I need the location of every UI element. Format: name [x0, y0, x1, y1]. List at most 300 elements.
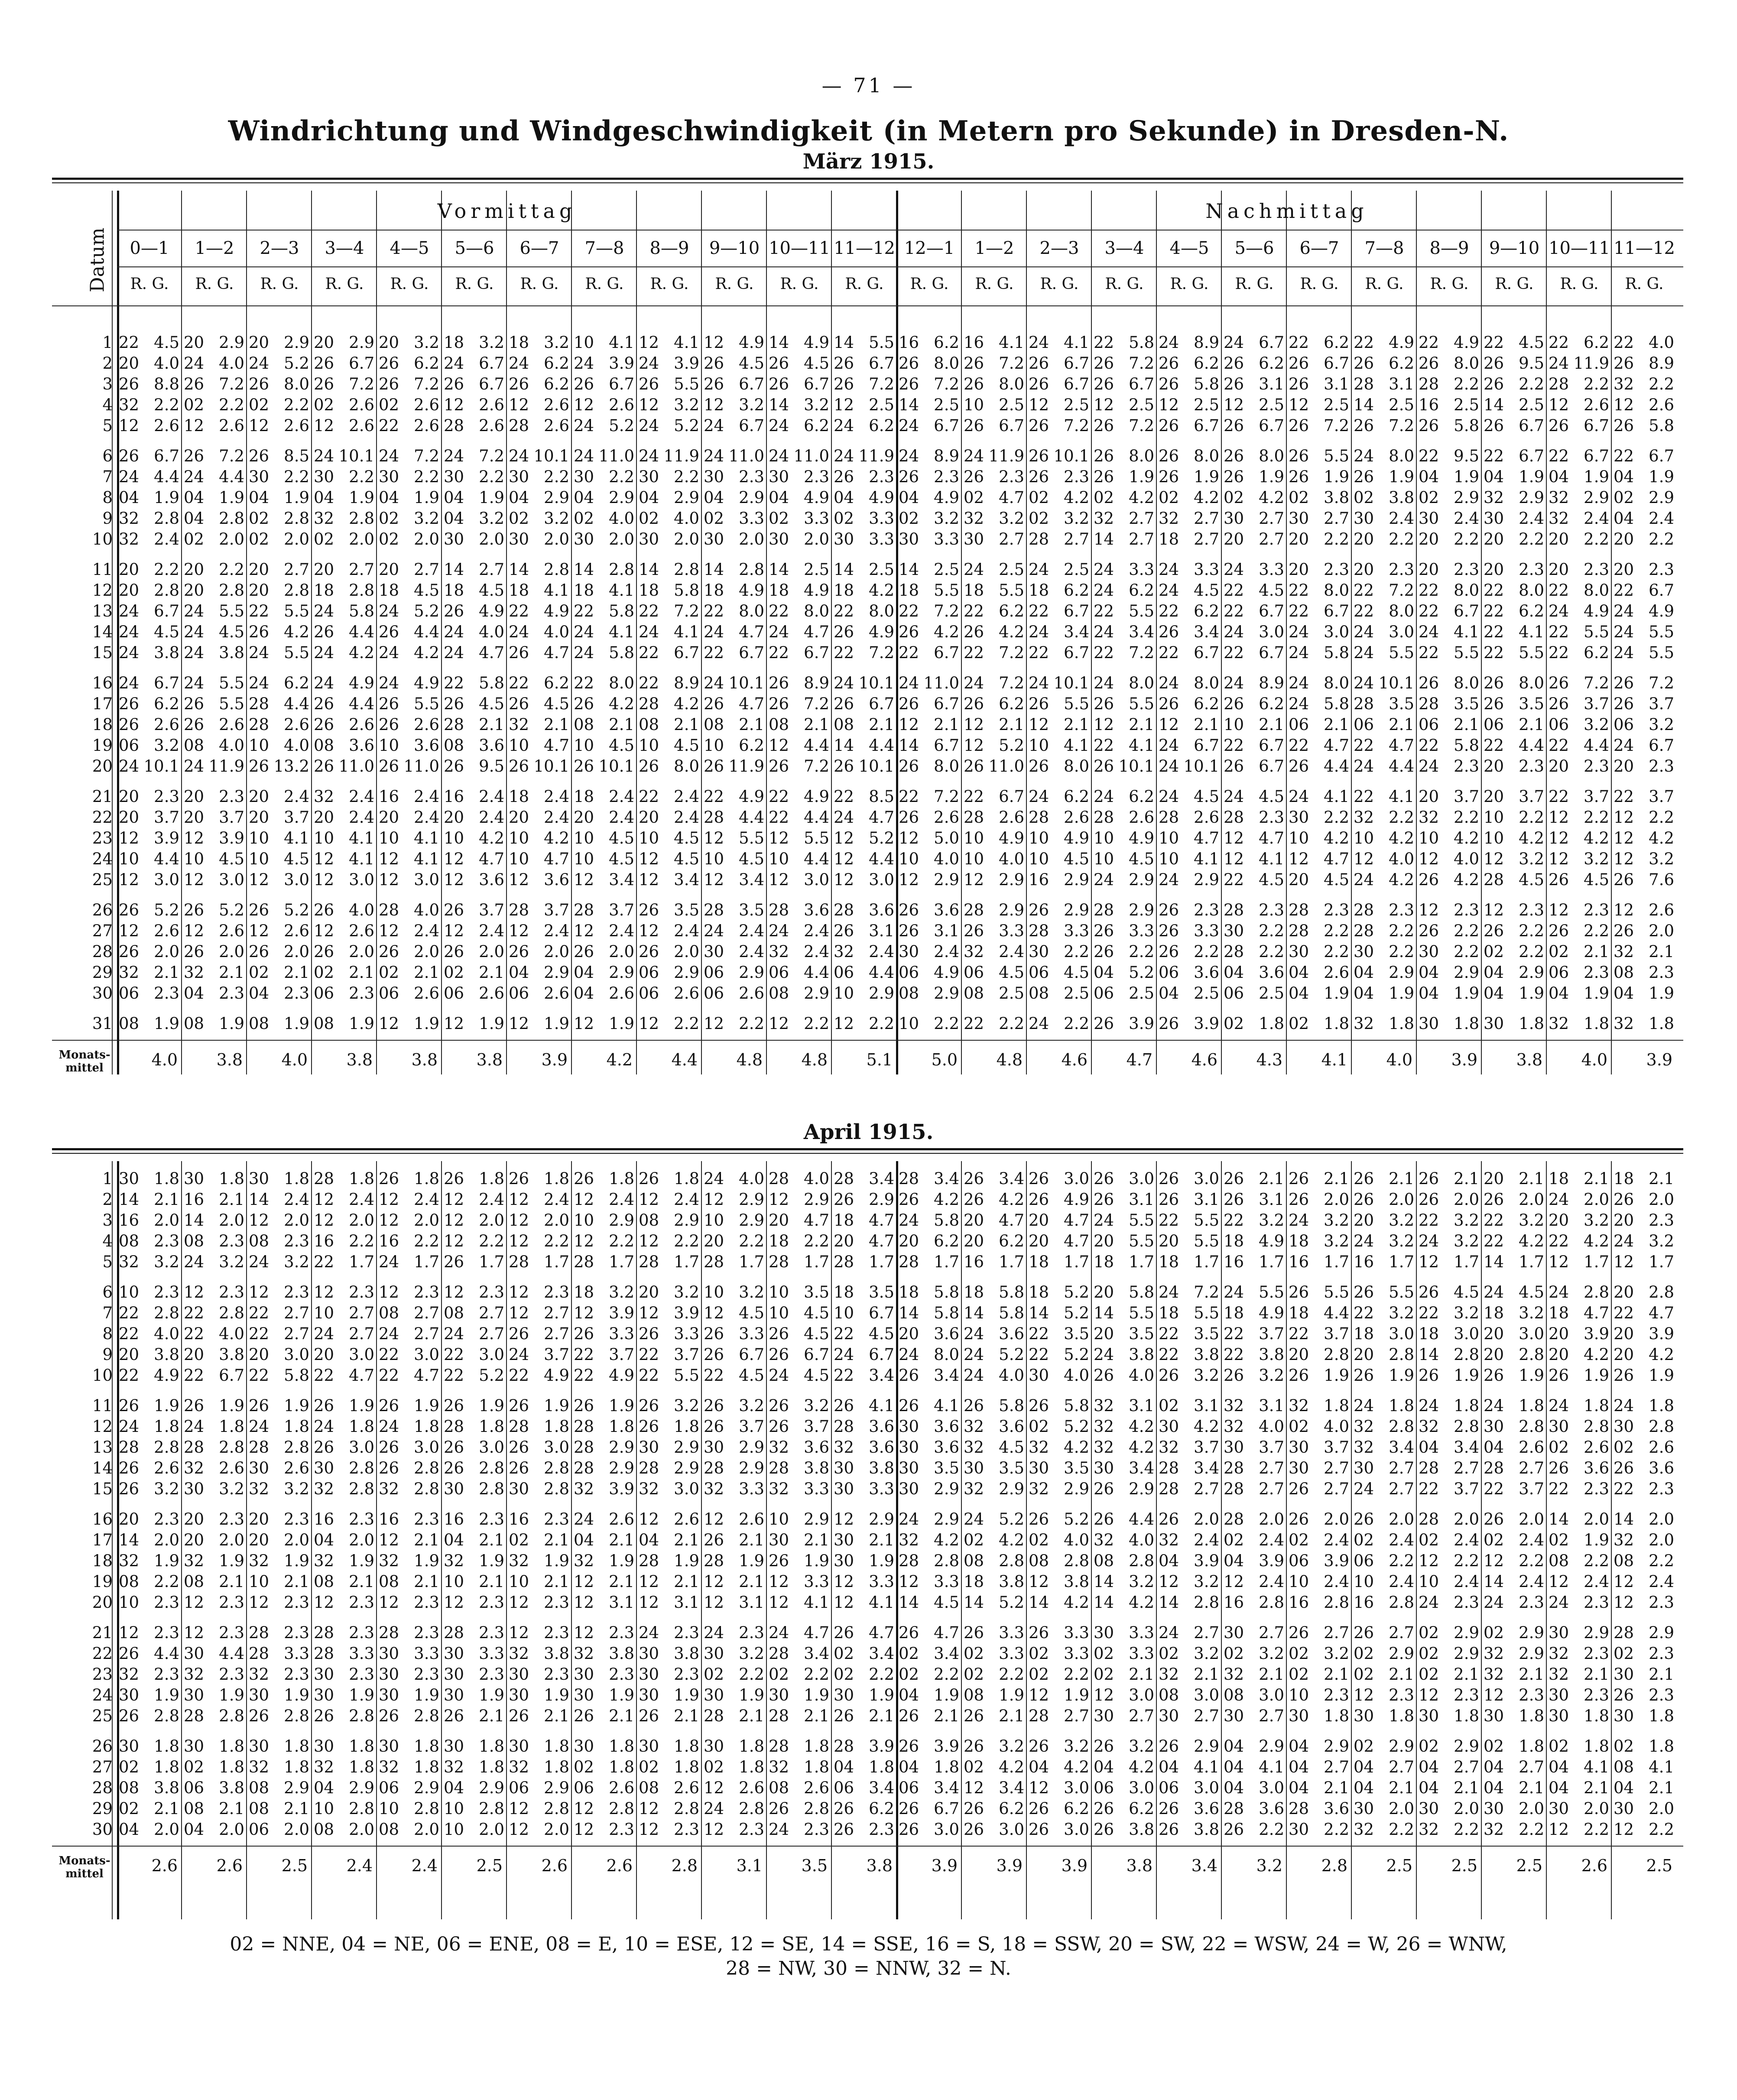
wind-speed: 1.7	[1584, 1253, 1609, 1271]
wind-direction: 26	[314, 354, 334, 373]
wind-speed: 1.9	[1324, 984, 1349, 1003]
wind-direction: 26	[1614, 695, 1634, 713]
wind-speed: 4.0	[154, 354, 179, 373]
wind-speed: 1.9	[1324, 1366, 1349, 1385]
wind-speed: 3.0	[934, 1820, 959, 1839]
wind-speed: 4.1	[869, 1396, 894, 1415]
wind-direction: 26	[1094, 447, 1114, 465]
wind-speed: 2.4	[414, 787, 439, 806]
wind-direction: 12	[1289, 850, 1309, 868]
wind-speed: 3.2	[1324, 1232, 1349, 1250]
wind-speed: 2.3	[349, 1623, 374, 1642]
wind-direction: 24	[1614, 623, 1634, 641]
wind-speed: 1.9	[544, 1551, 569, 1570]
wind-speed: 2.0	[609, 942, 634, 961]
wind-direction: 26	[379, 757, 399, 776]
wind-speed: 2.4	[479, 787, 504, 806]
wind-speed: 6.2	[869, 416, 894, 435]
wind-direction: 28	[444, 715, 464, 734]
wind-speed: 2.3	[154, 1593, 179, 1612]
wind-speed: 6.7	[609, 375, 634, 393]
wind-direction: 28	[1159, 808, 1179, 827]
wind-direction: 02	[1289, 488, 1309, 507]
wind-speed: 1.9	[1649, 1366, 1674, 1385]
wind-speed: 6.7	[1064, 354, 1089, 373]
wind-direction: 08	[639, 1779, 659, 1797]
wind-speed: 2.3	[1649, 560, 1674, 579]
wind-speed: 3.3	[674, 1324, 699, 1343]
wind-direction: 16	[314, 1510, 334, 1529]
wind-speed: 10.1	[858, 674, 894, 692]
wind-direction: 12	[639, 1572, 659, 1591]
wind-direction: 24	[1549, 1190, 1569, 1209]
wind-speed: 2.2	[1324, 922, 1349, 940]
wind-direction: 26	[1094, 1737, 1114, 1756]
wind-direction: 20	[1289, 560, 1309, 579]
wind-direction: 26	[1614, 674, 1634, 692]
wind-speed: 6.2	[1194, 602, 1219, 620]
wind-speed: 3.9	[609, 1480, 634, 1498]
wind-direction: 22	[639, 1345, 659, 1364]
wind-speed: 2.0	[1519, 1799, 1544, 1818]
wind-speed: 3.0	[1454, 1324, 1479, 1343]
wind-direction: 32	[509, 1551, 529, 1570]
wind-speed: 2.6	[544, 396, 569, 414]
wind-direction: 22	[1354, 581, 1374, 600]
wind-direction: 24	[1094, 870, 1114, 889]
wind-direction: 16	[1354, 1253, 1374, 1271]
wind-speed: 4.9	[1649, 602, 1674, 620]
wind-direction: 26	[184, 901, 205, 919]
wind-direction: 20	[1549, 1211, 1569, 1230]
wind-direction: 20	[964, 1232, 984, 1250]
wind-direction: 26	[1094, 375, 1114, 393]
wind-speed: 2.8	[1129, 1551, 1154, 1570]
wind-speed: 6.7	[219, 1366, 244, 1385]
wind-direction: 02	[964, 488, 984, 507]
wind-speed: 3.0	[414, 1345, 439, 1364]
wind-speed: 2.1	[609, 1707, 634, 1725]
wind-speed: 2.9	[349, 333, 374, 352]
wind-direction: 24	[1159, 581, 1179, 600]
wind-direction: 12	[249, 416, 269, 435]
wind-direction: 26	[314, 695, 334, 713]
wind-direction: 24	[704, 416, 724, 435]
wind-direction: 20	[1549, 1324, 1569, 1343]
wind-speed: 3.8	[219, 1345, 244, 1364]
wind-speed: 2.3	[739, 467, 764, 486]
wind-speed: 2.1	[154, 1190, 179, 1209]
wind-direction: 12	[964, 736, 984, 755]
wind-speed: 3.2	[1194, 1572, 1219, 1591]
wind-direction: 02	[769, 509, 789, 528]
wind-speed: 3.3	[1194, 560, 1219, 579]
wind-speed: 2.7	[349, 560, 374, 579]
wind-direction: 30	[249, 1459, 269, 1477]
hour-header: 2—3	[1039, 238, 1079, 258]
header-line	[117, 266, 1683, 267]
day-number: 20	[92, 1593, 113, 1612]
wind-speed: 2.3	[1649, 757, 1674, 776]
wind-speed: 2.9	[1324, 1737, 1349, 1756]
wind-speed: 6.7	[934, 416, 959, 435]
wind-speed: 4.4	[804, 850, 829, 868]
wind-direction: 26	[1354, 416, 1374, 435]
wind-speed: 3.7	[1324, 1438, 1349, 1457]
wind-direction: 26	[119, 695, 140, 713]
wind-speed: 1.8	[1324, 1707, 1349, 1725]
wind-direction: 24	[184, 602, 205, 620]
wind-direction: 26	[119, 942, 140, 961]
wind-direction: 04	[184, 1820, 205, 1839]
wind-direction: 14	[1094, 1572, 1114, 1591]
wind-speed: 2.0	[414, 530, 439, 549]
wind-direction: 30	[899, 1438, 919, 1457]
wind-speed: 2.0	[349, 1531, 374, 1549]
wind-direction: 12	[574, 1232, 594, 1250]
wind-speed: 2.6	[1519, 1438, 1544, 1457]
wind-direction: 24	[1484, 1283, 1504, 1302]
wind-direction: 30	[314, 1737, 334, 1756]
wind-direction: 30	[1419, 509, 1439, 528]
wind-direction: 22	[1484, 1480, 1504, 1498]
wind-direction: 24	[444, 1324, 464, 1343]
wind-direction: 22	[1224, 736, 1244, 755]
wind-speed: 10.1	[338, 447, 374, 465]
wind-speed: 4.7	[1259, 829, 1284, 847]
wind-speed: 1.9	[349, 1014, 374, 1033]
wind-speed: 2.1	[739, 1531, 764, 1549]
wind-speed: 5.8	[284, 1366, 309, 1385]
day-number: 17	[92, 695, 113, 713]
wind-direction: 24	[1354, 623, 1374, 641]
wind-speed: 2.4	[1454, 509, 1479, 528]
wind-direction: 02	[314, 396, 334, 414]
wind-direction: 10	[314, 829, 334, 847]
wind-direction: 30	[639, 530, 659, 549]
wind-speed: 1.8	[154, 1417, 179, 1436]
wind-direction: 28	[1354, 695, 1374, 713]
wind-direction: 30	[834, 1459, 854, 1477]
wind-speed: 2.7	[1129, 530, 1154, 549]
wind-speed: 2.3	[284, 1623, 309, 1642]
table-row	[52, 1211, 1683, 1230]
wind-speed: 2.8	[349, 1459, 374, 1477]
wind-direction: 20	[1614, 1324, 1634, 1343]
wind-direction: 28	[574, 1438, 594, 1457]
wind-speed: 1.8	[544, 1737, 569, 1756]
wind-direction: 24	[769, 922, 789, 940]
wind-direction: 04	[1419, 1779, 1439, 1797]
wind-speed: 2.2	[1454, 922, 1479, 940]
wind-direction: 26	[314, 757, 334, 776]
wind-direction: 22	[1614, 787, 1634, 806]
wind-direction: 20	[379, 808, 399, 827]
wind-speed: 4.2	[1649, 829, 1674, 847]
wind-direction: 12	[964, 870, 984, 889]
wind-direction: 24	[769, 416, 789, 435]
wind-direction: 26	[1159, 467, 1179, 486]
wind-speed: 5.8	[1194, 375, 1219, 393]
wind-speed: 4.5	[1194, 581, 1219, 600]
wind-direction: 20	[249, 581, 269, 600]
wind-direction: 24	[1029, 674, 1049, 692]
wind-direction: 12	[1549, 808, 1569, 827]
wind-direction: 26	[379, 715, 399, 734]
wind-direction: 30	[1549, 1623, 1569, 1642]
wind-direction: 24	[1224, 623, 1244, 641]
wind-direction: 08	[119, 1014, 140, 1033]
wind-speed: 2.1	[804, 1531, 829, 1549]
wind-speed: 2.0	[479, 942, 504, 961]
wind-speed: 2.7	[284, 560, 309, 579]
wind-speed: 4.7	[869, 808, 894, 827]
wind-speed: 2.6	[739, 1779, 764, 1797]
wind-direction: 18	[1484, 1304, 1504, 1322]
wind-direction: 22	[574, 602, 594, 620]
wind-direction: 08	[314, 1014, 334, 1033]
wind-speed: 6.7	[154, 674, 179, 692]
table-row	[52, 922, 1683, 940]
table-row	[52, 602, 1683, 620]
wind-direction: 06	[379, 1779, 399, 1797]
wind-direction: 28	[509, 901, 529, 919]
wind-speed: 3.9	[609, 354, 634, 373]
wind-speed: 4.5	[479, 695, 504, 713]
wind-direction: 10	[249, 736, 269, 755]
wind-speed: 2.1	[479, 963, 504, 982]
wind-direction: 12	[964, 715, 984, 734]
wind-speed: 3.4	[869, 1779, 894, 1797]
table-row	[52, 1686, 1683, 1704]
wind-speed: 5.2	[674, 416, 699, 435]
wind-direction: 26	[184, 1396, 205, 1415]
monthly-mean: 4.0	[151, 1050, 178, 1069]
wind-direction: 14	[1094, 530, 1114, 549]
wind-direction: 32	[1614, 1014, 1634, 1033]
wind-speed: 3.1	[1259, 1396, 1284, 1415]
wind-speed: 2.5	[999, 396, 1024, 414]
wind-direction: 26	[444, 757, 464, 776]
wind-speed: 1.9	[609, 1396, 634, 1415]
wind-direction: 10	[1094, 850, 1114, 868]
wind-direction: 28	[964, 808, 984, 827]
day-number: 16	[92, 1510, 113, 1529]
wind-speed: 2.2	[739, 1665, 764, 1684]
wind-speed: 4.9	[544, 602, 569, 620]
wind-direction: 26	[1289, 447, 1309, 465]
wind-direction: 20	[119, 808, 140, 827]
wind-direction: 12	[1549, 1253, 1569, 1271]
wind-speed: 2.8	[219, 1707, 244, 1725]
wind-speed: 3.4	[934, 1779, 959, 1797]
wind-speed: 2.1	[674, 715, 699, 734]
wind-direction: 04	[1354, 1779, 1374, 1797]
wind-speed: 4.2	[999, 1531, 1024, 1549]
wind-direction: 14	[639, 560, 659, 579]
wind-direction: 04	[314, 488, 334, 507]
wind-direction: 06	[119, 984, 140, 1003]
wind-speed: 6.2	[1324, 333, 1349, 352]
wind-speed: 4.2	[1259, 488, 1284, 507]
wind-direction: 14	[769, 333, 789, 352]
wind-direction: 30	[704, 1438, 724, 1457]
wind-speed: 3.2	[154, 1480, 179, 1498]
wind-speed: 1.7	[869, 1253, 894, 1271]
wind-direction: 32	[1354, 1014, 1374, 1033]
wind-speed: 2.2	[1584, 1551, 1609, 1570]
wind-direction: 04	[574, 488, 594, 507]
wind-speed: 3.2	[1064, 509, 1089, 528]
wind-speed: 2.0	[1324, 1510, 1349, 1529]
wind-direction: 02	[1289, 1644, 1309, 1663]
wind-speed: 4.2	[1129, 488, 1154, 507]
table-row	[52, 829, 1683, 847]
wind-speed: 2.6	[1064, 808, 1089, 827]
wind-speed: 5.2	[999, 1593, 1024, 1612]
wind-speed: 2.2	[1389, 530, 1414, 549]
wind-direction: 32	[834, 942, 854, 961]
wind-speed: 2.8	[154, 509, 179, 528]
wind-speed: 6.2	[544, 354, 569, 373]
wind-speed: 2.7	[1259, 1459, 1284, 1477]
wind-speed: 3.9	[219, 829, 244, 847]
rg-header: R. G.	[715, 275, 754, 293]
wind-speed: 2.3	[219, 1232, 244, 1250]
wind-speed: 2.0	[1649, 1531, 1674, 1549]
wind-speed: 1.8	[414, 1758, 439, 1776]
wind-direction: 30	[1549, 1799, 1569, 1818]
monthly-mean: 2.5	[476, 1856, 503, 1875]
wind-speed: 6.7	[934, 736, 959, 755]
wind-direction: 26	[1159, 416, 1179, 435]
wind-direction: 30	[509, 1737, 529, 1756]
wind-speed: 4.1	[1194, 850, 1219, 868]
wind-speed: 2.6	[349, 416, 374, 435]
wind-speed: 2.0	[1454, 1510, 1479, 1529]
wind-speed: 2.0	[349, 1211, 374, 1230]
wind-speed: 3.9	[1649, 1324, 1674, 1343]
wind-direction: 12	[119, 829, 140, 847]
wind-speed: 2.5	[869, 396, 894, 414]
wind-speed: 6.7	[934, 695, 959, 713]
wind-direction: 24	[1029, 560, 1049, 579]
wind-direction: 26	[834, 623, 854, 641]
wind-speed: 2.1	[609, 1531, 634, 1549]
wind-speed: 3.9	[1259, 1551, 1284, 1570]
wind-speed: 2.7	[284, 1304, 309, 1322]
wind-speed: 2.9	[1584, 1623, 1609, 1642]
wind-speed: 6.2	[1064, 1799, 1089, 1818]
wind-speed: 3.2	[1129, 1572, 1154, 1591]
wind-speed: 3.3	[1064, 1623, 1089, 1642]
wind-direction: 20	[1354, 560, 1374, 579]
wind-speed: 2.0	[1519, 1190, 1544, 1209]
monthly-mean: 3.5	[801, 1856, 828, 1875]
wind-speed: 2.0	[1649, 1190, 1674, 1209]
april-table	[52, 1161, 1683, 1919]
wind-speed: 4.4	[154, 850, 179, 868]
wind-direction: 20	[899, 1324, 919, 1343]
wind-speed: 4.0	[1389, 850, 1414, 868]
day-number: 2	[102, 1190, 113, 1209]
wind-direction: 04	[379, 488, 399, 507]
wind-direction: 04	[639, 488, 659, 507]
wind-speed: 3.7	[1454, 787, 1479, 806]
wind-speed: 3.7	[674, 1345, 699, 1364]
wind-direction: 08	[769, 715, 789, 734]
wind-direction: 26	[769, 1324, 789, 1343]
wind-direction: 26	[1289, 757, 1309, 776]
wind-speed: 2.2	[219, 560, 244, 579]
rg-header: R. G.	[1105, 275, 1144, 293]
wind-speed: 2.2	[804, 1232, 829, 1250]
wind-direction: 24	[899, 447, 919, 465]
wind-direction: 04	[639, 1531, 659, 1549]
wind-direction: 30	[899, 1459, 919, 1477]
wind-speed: 6.7	[739, 375, 764, 393]
wind-speed: 4.2	[1519, 829, 1544, 847]
wind-speed: 2.2	[1259, 942, 1284, 961]
wind-direction: 04	[1419, 1758, 1439, 1776]
wind-speed: 4.2	[934, 1531, 959, 1549]
wind-speed: 6.7	[1129, 375, 1154, 393]
table-row	[52, 1397, 1683, 1415]
wind-direction: 24	[1354, 1396, 1374, 1415]
wind-direction: 16	[899, 333, 919, 352]
wind-direction: 22	[1549, 333, 1569, 352]
wind-direction: 30	[1614, 1707, 1634, 1725]
wind-speed: 2.1	[1649, 1169, 1674, 1188]
wind-direction: 26	[1484, 1190, 1504, 1209]
wind-speed: 2.3	[1454, 901, 1479, 919]
wind-speed: 1.9	[479, 488, 504, 507]
wind-direction: 24	[1094, 674, 1114, 692]
wind-direction: 26	[509, 695, 529, 713]
wind-direction: 26	[1354, 1366, 1374, 1385]
wind-speed: 11.9	[663, 447, 699, 465]
wind-direction: 22	[1289, 1324, 1309, 1343]
day-number: 4	[102, 396, 113, 414]
wind-speed: 3.9	[934, 1737, 959, 1756]
wind-speed: 2.4	[479, 922, 504, 940]
wind-direction: 20	[1614, 757, 1634, 776]
wind-direction: 20	[119, 1510, 140, 1529]
wind-direction: 26	[964, 922, 984, 940]
day-number: 22	[92, 808, 113, 827]
day-number: 25	[92, 870, 113, 889]
wind-speed: 8.0	[739, 602, 764, 620]
wind-speed: 3.2	[284, 1480, 309, 1498]
wind-speed: 3.2	[1519, 850, 1544, 868]
wind-speed: 2.8	[284, 1707, 309, 1725]
wind-direction: 30	[704, 1686, 724, 1704]
wind-speed: 4.5	[674, 850, 699, 868]
wind-speed: 4.5	[674, 736, 699, 755]
wind-speed: 8.0	[609, 674, 634, 692]
wind-direction: 28	[119, 1438, 140, 1457]
wind-speed: 2.3	[804, 467, 829, 486]
wind-direction: 10	[444, 829, 464, 847]
wind-direction: 26	[1094, 922, 1114, 940]
day-number: 29	[92, 1799, 113, 1818]
wind-speed: 2.7	[1064, 530, 1089, 549]
wind-speed: 1.8	[479, 1417, 504, 1436]
wind-direction: 26	[899, 1799, 919, 1818]
wind-speed: 2.1	[1324, 1665, 1349, 1684]
wind-direction: 26	[834, 757, 854, 776]
day-number: 14	[92, 1459, 113, 1477]
